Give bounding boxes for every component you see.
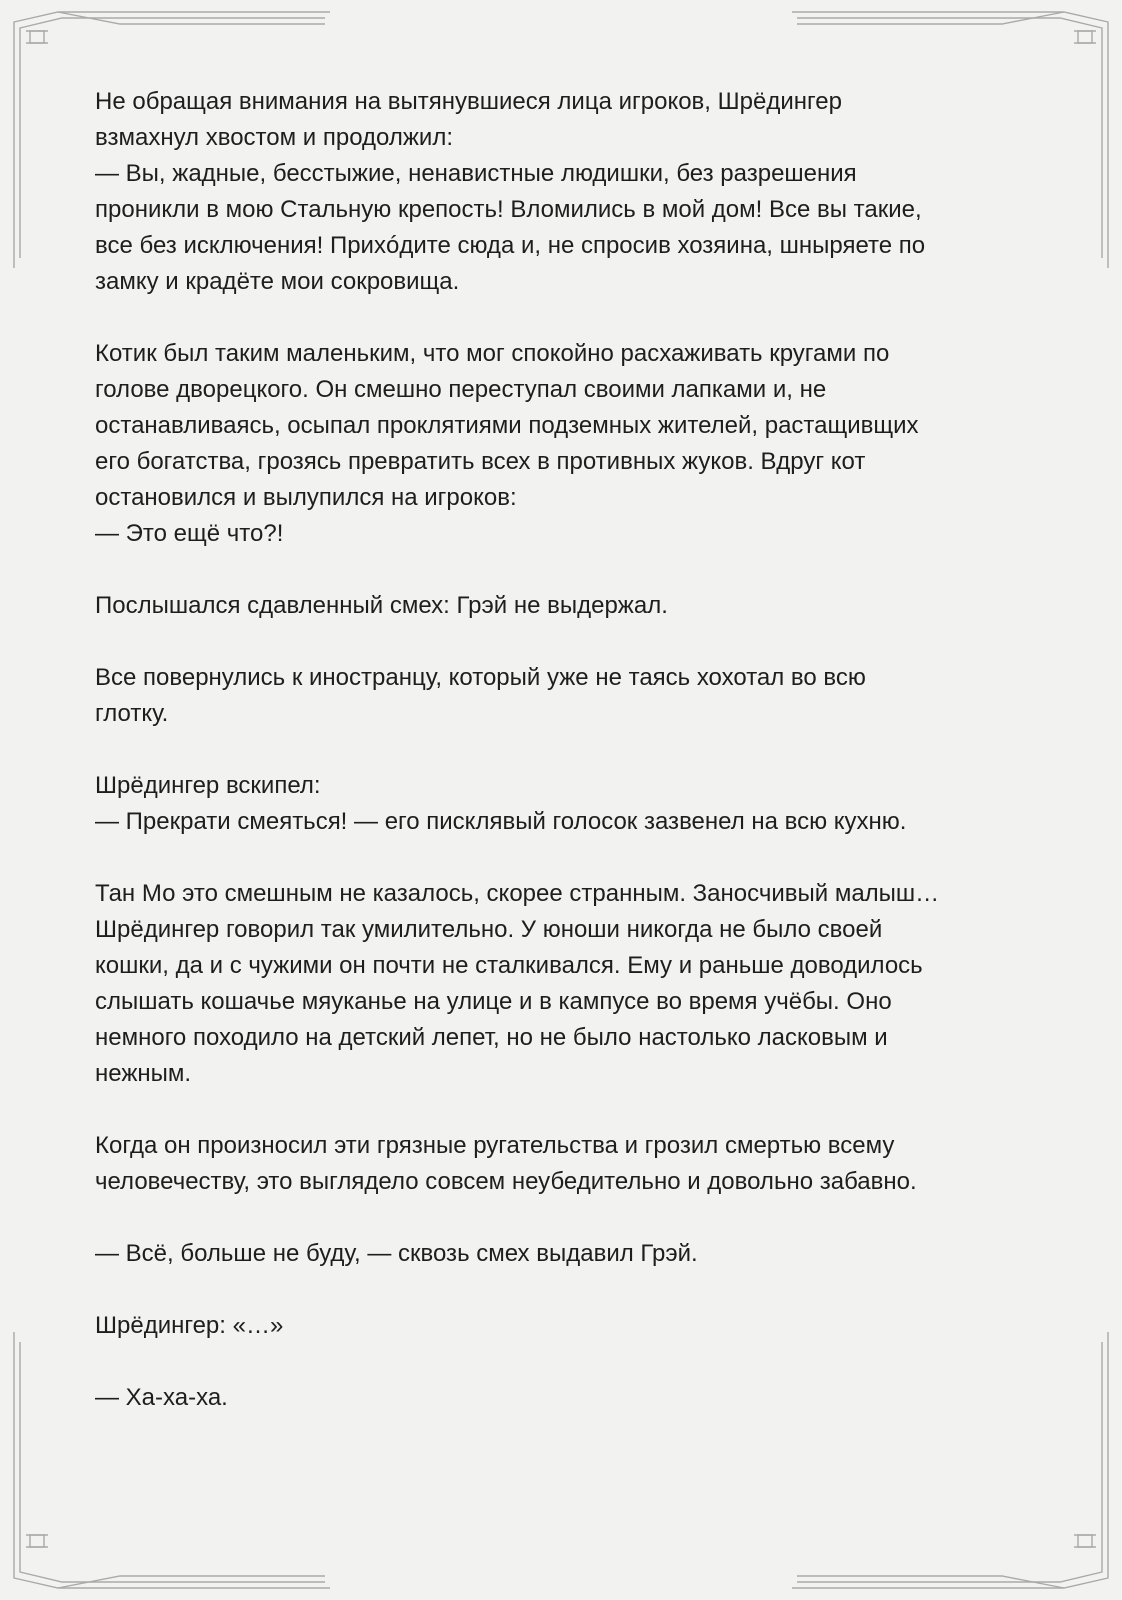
paragraph xyxy=(95,876,1025,1092)
text-line: Не обращая внимания на вытянувшиеся лица игроков, Шрёдингер xyxy=(95,88,842,115)
text-line: его богатства, грозясь превратить всех в противных жуков. Вдруг кот xyxy=(95,448,866,475)
text-line: — Всё, больше не буду, — сквозь смех выдавил Грэй. xyxy=(95,1240,698,1267)
text-line: Котик был таким маленьким, что мог спокойно расхаживать кругами по xyxy=(95,340,890,367)
text-line: проникли в мою Стальную крепость! Вломились в мой дом! Все вы такие, xyxy=(95,196,922,223)
text-line: — Это ещё что?! xyxy=(95,520,284,547)
text-line: Шрёдингер: «…» xyxy=(95,1312,284,1339)
paragraph xyxy=(95,84,1025,300)
story-text xyxy=(95,84,1025,1452)
text-line: немного походило на детский лепет, но не было настолько ласковым и xyxy=(95,1024,888,1051)
text-line: Тан Мо это смешным не казалось, скорее странным. Заносчивый малыш… xyxy=(95,880,940,907)
text-line: кошки, да и с чужими он почти не сталкивался. Ему и раньше доводилось xyxy=(95,952,923,979)
text-line: человечеству, это выглядело совсем неубедительно и довольно забавно. xyxy=(95,1168,917,1195)
text-line: Послышался сдавленный смех: Грэй не выдержал. xyxy=(95,592,668,619)
text-line: глотку. xyxy=(95,700,169,727)
text-line: все без исключения! Прихóдите сюда и, не спросив хозяина, шныряете по xyxy=(95,232,926,259)
paragraph xyxy=(95,1236,1025,1272)
text-line: голове дворецкого. Он смешно переступал своими лапками и, не xyxy=(95,376,827,403)
text-line: — Вы, жадные, бесстыжие, ненавистные людишки, без разрешения xyxy=(95,160,857,187)
text-line: Когда он произносил эти грязные ругательства и грозил смертью всему xyxy=(95,1132,895,1159)
text-line: Шрёдингер говорил так умилительно. У юноши никогда не было своей xyxy=(95,916,883,943)
paragraph xyxy=(95,1308,1025,1344)
text-line: нежным. xyxy=(95,1060,192,1087)
paragraph xyxy=(95,660,1025,732)
paragraph xyxy=(95,1380,1025,1416)
paragraph xyxy=(95,336,1025,552)
text-line: Шрёдингер вскипел: xyxy=(95,772,321,799)
paragraph xyxy=(95,768,1025,840)
paragraph xyxy=(95,588,1025,624)
text-line: — Ха-ха-ха. xyxy=(95,1384,228,1411)
paragraph xyxy=(95,1128,1025,1200)
text-line: Все повернулись к иностранцу, который уже не таясь хохотал во всю xyxy=(95,664,866,691)
text-line: взмахнул хвостом и продолжил: xyxy=(95,124,453,151)
text-line: останавливаясь, осыпал проклятиями подземных жителей, растащивщих xyxy=(95,412,919,439)
text-line: замку и крадёте мои сокровища. xyxy=(95,268,460,295)
text-line: остановился и вылупился на игроков: xyxy=(95,484,517,511)
text-line: — Прекрати смеяться! — его писклявый голосок зазвенел на всю кухню. xyxy=(95,808,907,835)
text-line: слышать кошачье мяуканье на улице и в кампусе во время учёбы. Оно xyxy=(95,988,892,1015)
